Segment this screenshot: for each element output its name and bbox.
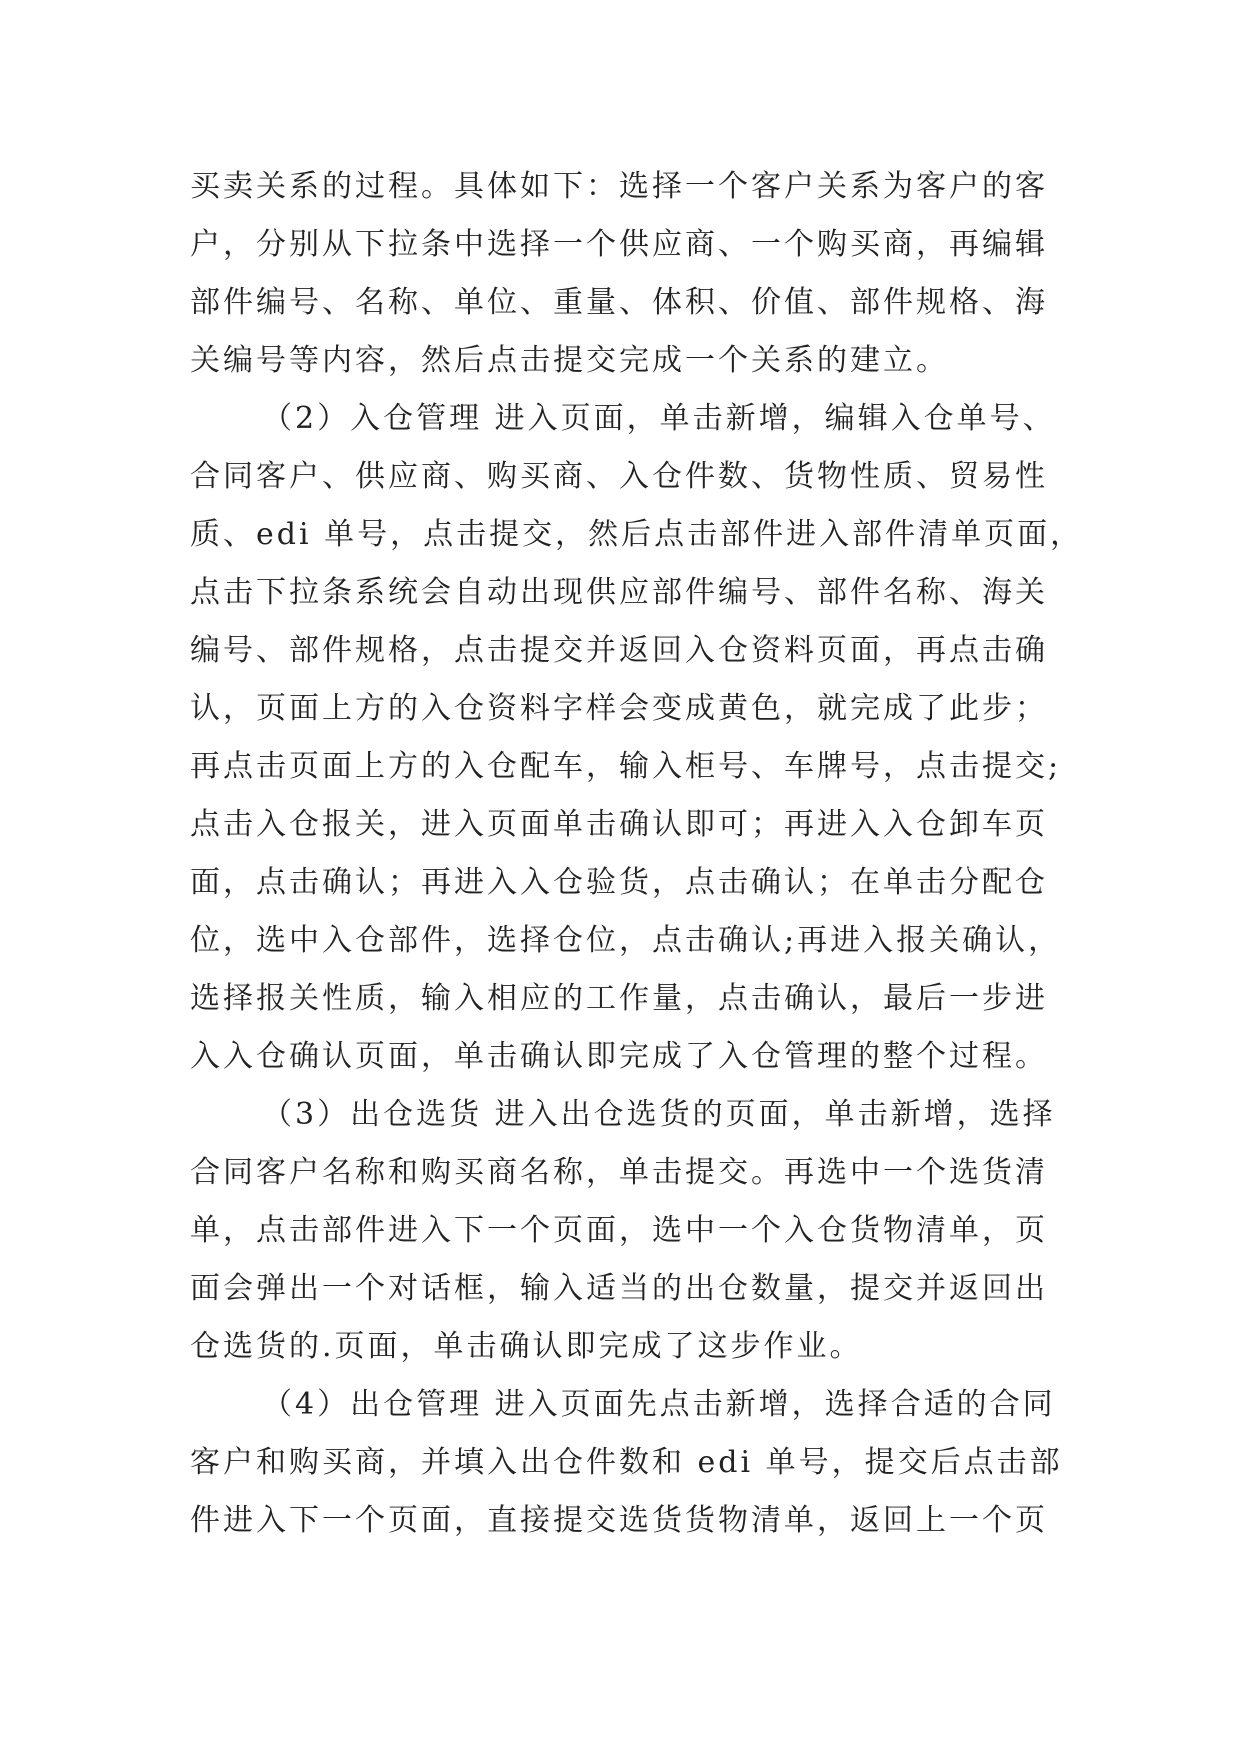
- text-line: 户，分别从下拉条中选择一个供应商、一个购买商，再编辑: [190, 227, 1048, 262]
- document-body: [190, 158, 1084, 1550]
- text-line: 客户和购买商，并填入出仓件数和 edi 单号，提交后点击部: [190, 1445, 1063, 1480]
- paragraph-outbound-selection: [190, 1086, 1070, 1376]
- paragraph-outbound-management: [190, 1376, 1070, 1550]
- text-line: 位，选中入仓部件，选择仓位，点击确认;再进入报关确认，: [190, 923, 1062, 958]
- text-line: （3）出仓选货 进入出仓选货的页面，单击新增，选择: [262, 1097, 1056, 1132]
- text-line: 合同客户、供应商、购买商、入仓件数、货物性质、贸易性: [190, 459, 1048, 494]
- text-line: 编号、部件规格，点击提交并返回入仓资料页面，再点击确: [190, 633, 1048, 668]
- text-line: 关编号等内容，然后点击提交完成一个关系的建立。: [190, 343, 949, 378]
- text-line: 合同客户名称和购买商名称，单击提交。再选中一个选货清: [190, 1155, 1048, 1190]
- text-line: 选择报关性质，输入相应的工作量，点击确认，最后一步进: [190, 981, 1048, 1016]
- text-line: 再点击页面上方的入仓配车，输入柜号、车牌号，点击提交;: [190, 749, 1062, 784]
- text-line: （4）出仓管理 进入页面先点击新增，选择合适的合同: [262, 1387, 1056, 1422]
- text-line: 入入仓确认页面，单击确认即完成了入仓管理的整个过程。: [190, 1039, 1048, 1074]
- text-line: 点击下拉条系统会自动出现供应部件编号、部件名称、海关: [190, 575, 1048, 610]
- text-line: （2）入仓管理 进入页面，单击新增，编辑入仓单号、: [262, 401, 1056, 436]
- text-line: 质、edi 单号，点击提交，然后点击部件进入部件清单页面，: [190, 517, 1084, 552]
- text-line: 点击入仓报关，进入页面单击确认即可；再进入入仓卸车页: [190, 807, 1048, 842]
- text-line: 认，页面上方的入仓资料字样会变成黄色，就完成了此步；: [190, 691, 1048, 726]
- text-line: 部件编号、名称、单位、重量、体积、价值、部件规格、海: [190, 285, 1048, 320]
- text-line: 面，点击确认；再进入入仓验货，点击确认；在单击分配仓: [190, 865, 1048, 900]
- paragraph-relationship-setup: [190, 158, 1070, 390]
- text-line: 面会弹出一个对话框，输入适当的出仓数量，提交并返回出: [190, 1271, 1048, 1306]
- text-line: 仓选货的.页面，单击确认即完成了这步作业。: [190, 1329, 863, 1364]
- text-line: 件进入下一个页面，直接提交选货货物清单，返回上一个页: [190, 1503, 1048, 1538]
- text-line: 单，点击部件进入下一个页面，选中一个入仓货物清单，页: [190, 1213, 1048, 1248]
- text-line: 买卖关系的过程。具体如下：选择一个客户关系为客户的客: [190, 169, 1048, 204]
- paragraph-inbound-management: [190, 390, 1084, 1086]
